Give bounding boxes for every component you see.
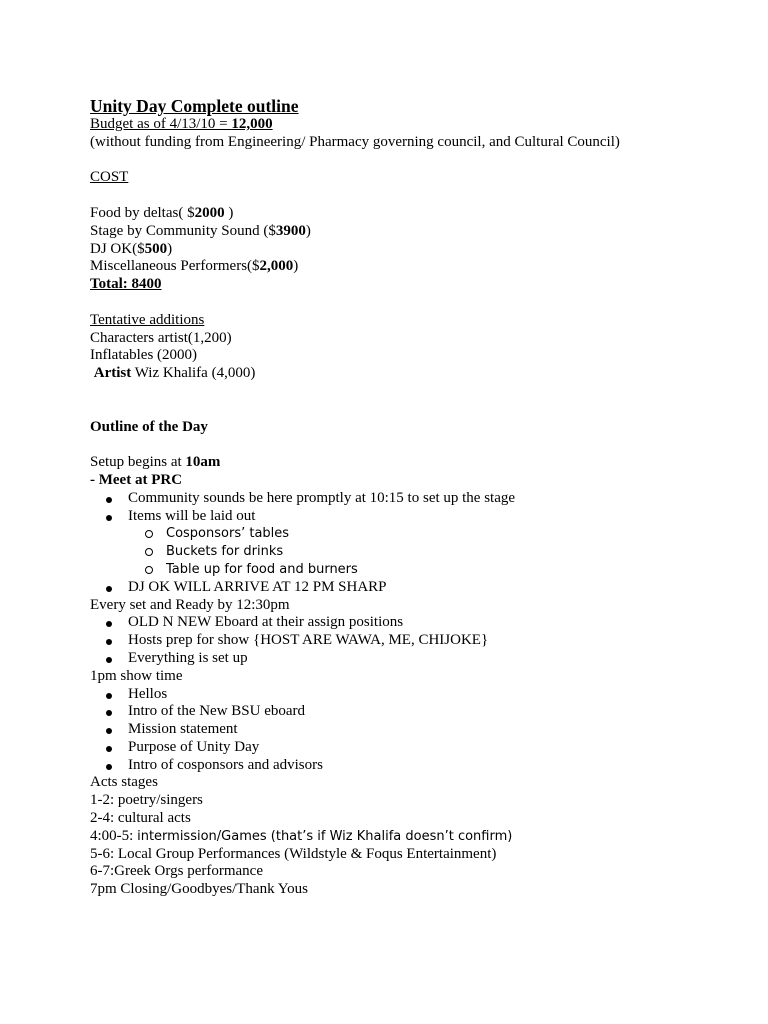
cost-item-text: Miscellaneous Performers($: [90, 258, 260, 275]
list-item: Items will be laid out: [90, 508, 730, 526]
cost-total: [90, 276, 730, 294]
act-line: 5-6: Local Group Performances (Wildstyle & Foqus Entertainment): [90, 845, 497, 862]
document-content: [90, 96, 730, 899]
list-item: OLD N NEW Eboard at their assign positions: [90, 614, 730, 632]
list-item: Purpose of Unity Day: [90, 739, 730, 757]
setup-time: 10am: [185, 454, 221, 471]
sub-list-item: Buckets for drinks: [90, 543, 730, 561]
sub-list-item: Cosponsors’ tables: [90, 525, 730, 543]
spacer: [90, 401, 730, 419]
spacer: [90, 152, 730, 170]
budget-note: (without funding from Engineering/ Pharmacy governing council, and Cultural Council): [90, 133, 620, 150]
tentative-artist: [90, 365, 730, 383]
cost-item-text: Stage by Community Sound ($: [90, 222, 276, 239]
cost-item-amount: 2,000: [259, 258, 294, 275]
tentative-item: Inflatables (2000): [90, 347, 198, 364]
list-item: Intro of the New BSU eboard: [90, 703, 730, 721]
act-line: 7pm Closing/Goodbyes/Thank Yous: [90, 881, 308, 898]
list-item: Everything is set up: [90, 650, 730, 668]
artist-value: Wiz Khalifa (4,000): [131, 365, 256, 382]
meet-line: [90, 472, 730, 490]
ready-line: Every set and Ready by 12:30pm: [90, 596, 290, 613]
acts-heading: Acts stages: [90, 774, 158, 791]
act-line: 2-4: cultural acts: [90, 810, 191, 827]
act-time: 4:00-5:: [90, 827, 138, 844]
act-line: 1-2: poetry/singers: [90, 792, 203, 809]
list-item: Intro of cosponsors and advisors: [90, 757, 730, 775]
tentative-item: Characters artist(1,200): [90, 329, 232, 346]
cost-item-text: ): [293, 258, 299, 275]
act-text: intermission/Games (that’s if Wiz Khalifa doesn’t confirm): [137, 828, 513, 844]
meet-text: - Meet at PRC: [90, 471, 183, 488]
cost-item-amount: 3900: [275, 222, 306, 239]
sub-list-item: Table up for food and burners: [90, 561, 730, 579]
cost-item-text: DJ OK($: [90, 240, 145, 257]
list-item: Mission statement: [90, 721, 730, 739]
cost-item-text: ): [167, 240, 173, 257]
artist-label: Artist: [93, 365, 132, 382]
cost-heading: COST: [90, 169, 129, 186]
cost-item-text: ): [305, 222, 311, 239]
cost-item-text: Food by deltas( $: [90, 204, 195, 221]
act-line: 6-7:Greek Orgs performance: [90, 863, 263, 880]
cost-item-performers: [90, 258, 730, 276]
cost-total-text: Total: 8400: [90, 276, 162, 293]
list-item: Community sounds be here promptly at 10:15 to set up the stage: [90, 490, 730, 508]
list-item: Hosts prep for show {HOST ARE WAWA, ME, CHIJOKE}: [90, 632, 730, 650]
cost-item-dj: [90, 241, 730, 259]
budget-label: Budget as of 4/13/10 =: [90, 116, 232, 132]
cost-item-amount: 500: [144, 240, 168, 257]
cost-item-amount: 2000: [194, 204, 225, 221]
spacer: [90, 294, 730, 312]
cost-item-text: ): [224, 204, 234, 221]
list-item: DJ OK WILL ARRIVE AT 12 PM SHARP: [90, 579, 730, 597]
spacer: [90, 383, 730, 401]
document-title: Unity Day Complete outline: [90, 96, 299, 116]
tentative-heading: Tentative additions: [90, 311, 205, 328]
budget-line: [90, 116, 730, 134]
act-line-intermission: [90, 828, 730, 846]
list-item: Hellos: [90, 686, 730, 704]
cost-item-food: [90, 205, 730, 223]
spacer: [90, 187, 730, 205]
cost-item-stage: [90, 223, 730, 241]
setup-text: Setup begins at: [90, 454, 186, 471]
outline-heading: [90, 419, 730, 437]
budget-amount: 12,000: [231, 116, 273, 132]
showtime-line: 1pm show time: [90, 667, 183, 684]
outline-heading-text: Outline of the Day: [90, 418, 208, 435]
spacer: [90, 436, 730, 454]
setup-line: [90, 454, 730, 472]
